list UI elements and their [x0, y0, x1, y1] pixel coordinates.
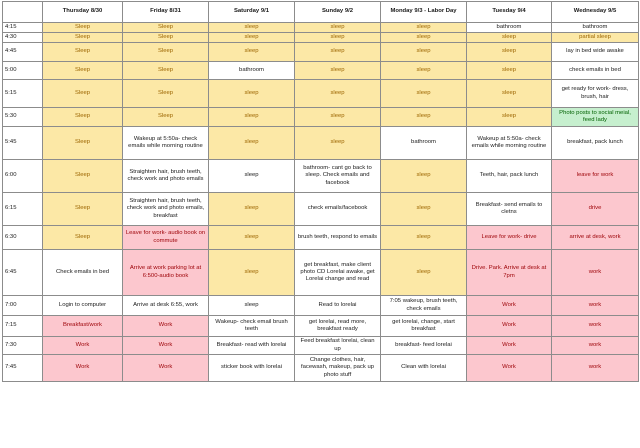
schedule-cell: bathroom: [209, 62, 295, 80]
schedule-cell: Arrive at work parking lot at 6:500-audio book: [123, 250, 209, 296]
table-row: [3, 193, 639, 226]
schedule-cell: Wakeup at 5:50a- check emails while morning routine: [123, 127, 209, 160]
time-cell: 6:45: [3, 250, 43, 296]
schedule-cell: Sleep: [123, 62, 209, 80]
time-cell: 7:45: [3, 355, 43, 382]
schedule-cell: get breakfast, make client photo CD Lorelai awake, get Lorelai change and read: [295, 250, 381, 296]
table-row: [3, 355, 639, 382]
schedule-cell: work: [552, 355, 639, 382]
schedule-cell: sleep: [295, 62, 381, 80]
schedule-cell: sleep: [381, 193, 467, 226]
schedule-cell: leave for work: [552, 160, 639, 193]
time-cell: 6:15: [3, 193, 43, 226]
schedule-cell: Sleep: [123, 23, 209, 33]
header-tuesday: Tuesday 9/4: [467, 2, 552, 23]
schedule-cell: Straighten hair, brush teeth, check work and photo emails, breakfast: [123, 193, 209, 226]
schedule-cell: Sleep: [43, 43, 123, 62]
schedule-cell: sleep: [381, 226, 467, 250]
schedule-cell: sleep: [209, 23, 295, 33]
schedule-cell: check emails in bed: [552, 62, 639, 80]
schedule-cell: partial sleep: [552, 33, 639, 43]
schedule-cell: Sleep: [43, 33, 123, 43]
table-row: [3, 108, 639, 127]
schedule-cell: Sleep: [43, 62, 123, 80]
schedule-cell: sleep: [295, 80, 381, 108]
header-wednesday: Wednesday 9/5: [552, 2, 639, 23]
schedule-cell: Change clothes, hair, facewash, makeup, pack up photo stuff: [295, 355, 381, 382]
table-row: [3, 296, 639, 316]
schedule-cell: Breakfast- send emails to cletns: [467, 193, 552, 226]
schedule-cell: sleep: [381, 80, 467, 108]
schedule-cell: sleep: [381, 23, 467, 33]
schedule-cell: Sleep: [43, 80, 123, 108]
schedule-cell: arrive at desk, work: [552, 226, 639, 250]
schedule-cell: Drive. Park. Arrive at desk at 7pm: [467, 250, 552, 296]
schedule-cell: work: [552, 316, 639, 337]
header-row: [3, 2, 639, 23]
schedule-cell: Sleep: [43, 160, 123, 193]
schedule-cell: breakfast, pack lunch: [552, 127, 639, 160]
schedule-cell: sleep: [467, 108, 552, 127]
time-cell: 4:45: [3, 43, 43, 62]
time-cell: 7:30: [3, 337, 43, 355]
schedule-cell: sleep: [209, 108, 295, 127]
table-row: [3, 80, 639, 108]
schedule-cell: bathroom: [381, 127, 467, 160]
schedule-cell: sleep: [381, 33, 467, 43]
schedule-cell: sleep: [209, 193, 295, 226]
table-row: [3, 62, 639, 80]
header-thursday: Thursday 8/30: [43, 2, 123, 23]
time-cell: 5:15: [3, 80, 43, 108]
schedule-cell: bathroom: [552, 23, 639, 33]
time-cell: 5:45: [3, 127, 43, 160]
table-row: [3, 316, 639, 337]
time-cell: 6:00: [3, 160, 43, 193]
schedule-cell: Work: [123, 355, 209, 382]
schedule-cell: Wakeup at 5:50a- check emails while morning routine: [467, 127, 552, 160]
schedule-cell: sleep: [295, 23, 381, 33]
schedule-cell: Read to lorelai: [295, 296, 381, 316]
schedule-cell: Arrive at desk 6:55, work: [123, 296, 209, 316]
table-row: [3, 226, 639, 250]
schedule-cell: Sleep: [43, 127, 123, 160]
schedule-cell: Leave for work- audio book on commute: [123, 226, 209, 250]
schedule-cell: sleep: [381, 62, 467, 80]
schedule-cell: sleep: [295, 33, 381, 43]
table-row: [3, 33, 639, 43]
table-row: [3, 43, 639, 62]
schedule-cell: sleep: [209, 296, 295, 316]
schedule-cell: Clean with lorelai: [381, 355, 467, 382]
schedule-cell: Work: [467, 296, 552, 316]
schedule-cell: sleep: [295, 127, 381, 160]
schedule-cell: Feed breakfast lorelai, clean up: [295, 337, 381, 355]
schedule-cell: Check emails in bed: [43, 250, 123, 296]
time-cell: 5:00: [3, 62, 43, 80]
schedule-cell: Work: [467, 355, 552, 382]
schedule-cell: sleep: [209, 226, 295, 250]
schedule-cell: Straighten hair, brush teeth, check work and photo emails: [123, 160, 209, 193]
schedule-cell: Login to computer: [43, 296, 123, 316]
schedule-cell: Sleep: [43, 23, 123, 33]
schedule-cell: sleep: [295, 108, 381, 127]
schedule-cell: sleep: [381, 43, 467, 62]
schedule-cell: Sleep: [123, 80, 209, 108]
schedule-cell: sleep: [209, 160, 295, 193]
schedule-cell: brush teeth, respond to emails: [295, 226, 381, 250]
schedule-cell: Sleep: [123, 43, 209, 62]
schedule-cell: sleep: [209, 33, 295, 43]
time-cell: 7:15: [3, 316, 43, 337]
schedule-cell: 7:05 wakeup, brush teeth, check emails: [381, 296, 467, 316]
schedule-cell: Work: [43, 355, 123, 382]
schedule-cell: Work: [123, 316, 209, 337]
schedule-cell: check emails/facebook: [295, 193, 381, 226]
schedule-cell: Sleep: [43, 226, 123, 250]
schedule-cell: sleep: [467, 43, 552, 62]
schedule-cell: drive: [552, 193, 639, 226]
time-cell: 5:30: [3, 108, 43, 127]
schedule-cell: sleep: [209, 250, 295, 296]
schedule-cell: sleep: [381, 250, 467, 296]
header-time: [3, 2, 43, 23]
schedule-cell: Sleep: [43, 193, 123, 226]
schedule-cell: sleep: [209, 127, 295, 160]
schedule-cell: Leave for work- drive: [467, 226, 552, 250]
schedule-cell: Breakfast/work: [43, 316, 123, 337]
schedule-cell: Work: [467, 337, 552, 355]
schedule-cell: sleep: [467, 33, 552, 43]
table-row: [3, 23, 639, 33]
schedule-cell: breakfast- feed lorelai: [381, 337, 467, 355]
schedule-cell: sleep: [467, 62, 552, 80]
time-cell: 4:15: [3, 23, 43, 33]
schedule-cell: Teeth, hair, pack lunch: [467, 160, 552, 193]
time-cell: 4:30: [3, 33, 43, 43]
table-row: [3, 250, 639, 296]
table-row: [3, 337, 639, 355]
schedule-cell: lay in bed wide awake: [552, 43, 639, 62]
schedule-cell: sleep: [209, 80, 295, 108]
schedule-cell: Sleep: [123, 108, 209, 127]
schedule-cell: Photo posts to social meial, feed lady: [552, 108, 639, 127]
schedule-cell: get lorelai, read more, breakfast ready: [295, 316, 381, 337]
schedule-cell: Work: [467, 316, 552, 337]
schedule-cell: sleep: [209, 43, 295, 62]
time-cell: 7:00: [3, 296, 43, 316]
header-friday: Friday 8/31: [123, 2, 209, 23]
schedule-cell: bathroom- cant go back to sleep. Check emails and facebook: [295, 160, 381, 193]
schedule-cell: get lorelai, change, start breakfast: [381, 316, 467, 337]
header-sunday: Sunday 9/2: [295, 2, 381, 23]
table-row: [3, 127, 639, 160]
schedule-cell: sleep: [295, 43, 381, 62]
schedule-cell: sleep: [381, 108, 467, 127]
schedule-cell: Sleep: [123, 33, 209, 43]
header-monday: Monday 9/3 - Labor Day: [381, 2, 467, 23]
schedule-cell: Work: [123, 337, 209, 355]
schedule-cell: sleep: [381, 160, 467, 193]
schedule-table: [2, 1, 639, 382]
schedule-cell: sleep: [467, 80, 552, 108]
schedule-cell: Sleep: [43, 108, 123, 127]
schedule-cell: bathroom: [467, 23, 552, 33]
schedule-cell: work: [552, 250, 639, 296]
schedule-cell: sticker book with lorelai: [209, 355, 295, 382]
schedule-cell: Wakeup- check email brush teeth: [209, 316, 295, 337]
schedule-cell: work: [552, 296, 639, 316]
schedule-cell: get ready for work- dress, brush, hair: [552, 80, 639, 108]
schedule-cell: work: [552, 337, 639, 355]
table-row: [3, 160, 639, 193]
schedule-cell: Work: [43, 337, 123, 355]
time-cell: 6:30: [3, 226, 43, 250]
header-saturday: Saturday 9/1: [209, 2, 295, 23]
schedule-cell: Breakfast- read with lorelai: [209, 337, 295, 355]
